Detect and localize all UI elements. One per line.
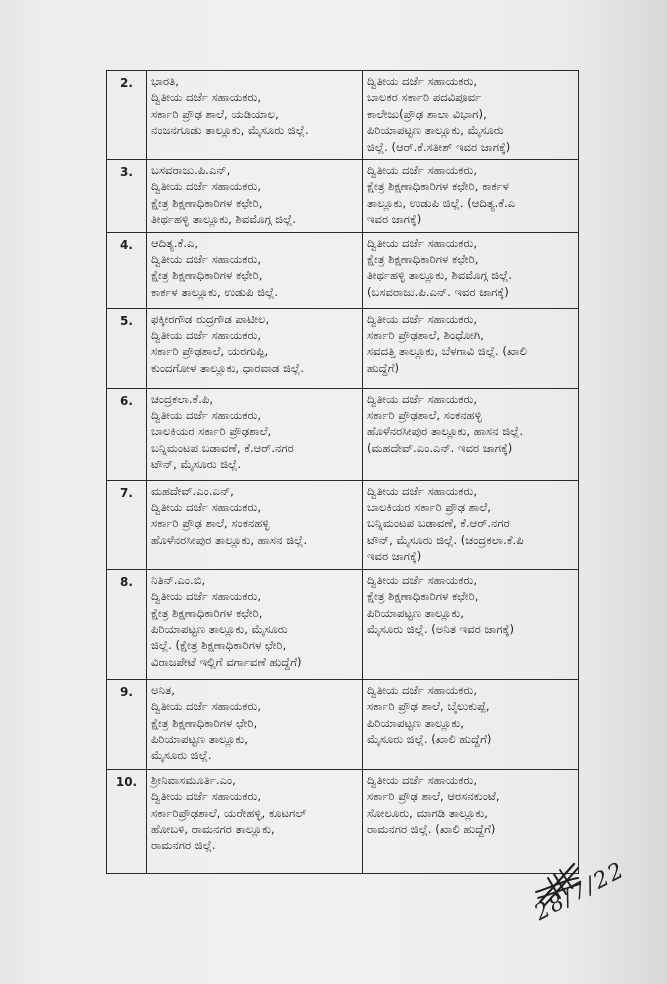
current-posting: ನಿತಿನ್.ಎಂ.ಬಿ, ದ್ವಿತೀಯ ದರ್ಜೆ ಸಹಾಯಕರು, ಕ್ಷೇತ್ರ ಶಿಕ್ಷಣಾಧಿಕಾರಿಗಳ ಕಛೇರಿ, ಪಿರಿಯಾಪಟ್ಟಣ ತಾಲ್ಲೂಕು, ಮೈಸೂರು ಜಿಲ್ಲೆ. (ಕ್ಷೇತ್ರ ಶಿಕ್ಷಣಾಧಿಕಾರಿಗಳ ಛೇರಿ, ವಿರಾಜಪೇಟೆ ಇಲ್ಲಿಗೆ ವರ್ಗಾವಣೆ ಹುದ್ದೆಗೆ) (147, 569, 363, 679)
row-number: 2. (107, 71, 147, 160)
new-posting: ದ್ವಿತೀಯ ದರ್ಜೆ ಸಹಾಯಕರು, ಕ್ಷೇತ್ರ ಶಿಕ್ಷಣಾಧಿಕಾರಿಗಳ ಕಛೇರಿ, ಪಿರಿಯಾಪಟ್ಟಣ ತಾಲ್ಲೂಕು, ಮೈಸೂರು ಜಿಲ್ಲೆ. (ಅನಿತ ಇವರ ಜಾಗಕ್ಕೆ) (363, 569, 579, 679)
table-row (107, 160, 579, 233)
current-posting: ಆದಿತ್ಯ.ಕೆ.ಎ, ದ್ವಿತೀಯ ದರ್ಜೆ ಸಹಾಯಕರು, ಕ್ಷೇತ್ರ ಶಿಕ್ಷಣಾಧಿಕಾರಿಗಳ ಕಛೇರಿ, ಕಾರ್ಕಳ ತಾಲ್ಲೂಕು, ಉಡುಪಿ ಜಿಲ್ಲೆ. (147, 232, 363, 308)
new-posting: ದ್ವಿತೀಯ ದರ್ಜೆ ಸಹಾಯಕರು, ಸರ್ಕಾರಿ ಪ್ರೌಢ ಶಾಲೆ, ಆರಸನಕುಂಟೆ, ಸೋಲೂರು, ಮಾಗಡಿ ತಾಲ್ಲೂಕು, ರಾಮನಗರ ಜಿಲ್ಲೆ. (ಖಾಲಿ ಹುದ್ದೆಗೆ) (363, 769, 579, 873)
row-number: 7. (107, 480, 147, 569)
new-posting: ದ್ವಿತೀಯ ದರ್ಜೆ ಸಹಾಯಕರು, ಸರ್ಕಾರಿ ಪ್ರೌಢಶಾಲೆ, ಶಿಂಧೋಗಿ, ಸವದತ್ತಿ ತಾಲ್ಲೂಕು, ಬೆಳಗಾವಿ ಜಿಲ್ಲೆ. (ಖಾಲಿ ಹುದ್ದೆಗೆ) (363, 308, 579, 388)
row-number: 3. (107, 160, 147, 233)
handwritten-signature (530, 858, 640, 938)
row-number: 9. (107, 679, 147, 769)
table-row (107, 388, 579, 480)
table-row (107, 71, 579, 160)
transfer-table (106, 70, 579, 874)
row-number: 4. (107, 232, 147, 308)
row-number: 6. (107, 388, 147, 480)
new-posting: ದ್ವಿತೀಯ ದರ್ಜೆ ಸಹಾಯಕರು, ಕ್ಷೇತ್ರ ಶಿಕ್ಷಣಾಧಿಕಾರಿಗಳ ಕಛೇರಿ, ತೀರ್ಥಹಳ್ಳಿ ತಾಲ್ಲೂಕು, ಶಿವಮೊಗ್ಗ ಜಿಲ್ಲೆ. (ಬಸವರಾಜು.ಪಿ.ಎನ್. ಇವರ ಜಾಗಕ್ಕೆ) (363, 232, 579, 308)
table-row (107, 679, 579, 769)
row-number: 8. (107, 569, 147, 679)
current-posting: ಬಸವರಾಜು.ಪಿ.ಎನ್, ದ್ವಿತೀಯ ದರ್ಜೆ ಸಹಾಯಕರು, ಕ್ಷೇತ್ರ ಶಿಕ್ಷಣಾಧಿಕಾರಿಗಳ ಕಛೇರಿ, ತೀರ್ಥಹಳ್ಳಿ ತಾಲ್ಲೂಕು, ಶಿವಮೊಗ್ಗ ಜಿಲ್ಲೆ. (147, 160, 363, 233)
new-posting: ದ್ವಿತೀಯ ದರ್ಜೆ ಸಹಾಯಕರು, ಕ್ಷೇತ್ರ ಶಿಕ್ಷಣಾಧಿಕಾರಿಗಳ ಕಛೇರಿ, ಕಾರ್ಕಳ ತಾಲ್ಲೂಕು, ಉಡುಪಿ ಜಿಲ್ಲೆ. (ಆದಿತ್ಯ.ಕೆ.ಎ ಇವರ ಜಾಗಕ್ಕೆ) (363, 160, 579, 233)
signature-date: 28/7/22 (530, 857, 630, 926)
table-row (107, 308, 579, 388)
table-row (107, 769, 579, 873)
table-row (107, 569, 579, 679)
new-posting: ದ್ವಿತೀಯ ದರ್ಜೆ ಸಹಾಯಕರು, ಸರ್ಕಾರಿ ಪ್ರೌಢಶಾಲೆ, ಸಂಕನಹಳ್ಳಿ ಹೊಳೆನರಸೀಪುರ ತಾಲ್ಲೂಕು, ಹಾಸನ ಜಿಲ್ಲೆ. (ಮಹದೇವ್.ಎಂ.ಎನ್. ಇವರ ಜಾಗಕ್ಕೆ) (363, 388, 579, 480)
new-posting: ದ್ವಿತೀಯ ದರ್ಜೆ ಸಹಾಯಕರು, ಬಾಲಕರ ಸರ್ಕಾರಿ ಪದವಿಪೂರ್ವ ಕಾಲೇಜು(ಪ್ರೌಢ ಶಾಲಾ ವಿಭಾಗ), ಪಿರಿಯಾಪಟ್ಟಣ ತಾಲ್ಲೂಕು, ಮೈಸೂರು ಜಿಲ್ಲೆ. (ಆರ್.ಕೆ.ಸತೀಶ್ ಇವರ ಜಾಗಕ್ಕೆ) (363, 71, 579, 160)
current-posting: ಚಂದ್ರಕಲಾ.ಕೆ.ಪಿ, ದ್ವಿತೀಯ ದರ್ಜೆ ಸಹಾಯಕರು, ಬಾಲಕಿಯರ ಸರ್ಕಾರಿ ಪ್ರೌಢಶಾಲೆ, ಬನ್ನಿಮಂಟಪ ಬಡಾವಣೆ, ಕೆ.ಆರ್.ನಗರ ಟೌನ್, ಮೈಸೂರು ಜಿಲ್ಲೆ. (147, 388, 363, 480)
new-posting: ದ್ವಿತೀಯ ದರ್ಜೆ ಸಹಾಯಕರು, ಬಾಲಕಿಯರ ಸರ್ಕಾರಿ ಪ್ರೌಢ ಶಾಲೆ, ಬನ್ನಿಮಂಟಪ ಬಡಾವಣೆ, ಕೆ.ಆರ್.ನಗರ ಟೌನ್, ಮೈಸೂರು ಜಿಲ್ಲೆ. (ಚಂದ್ರಕಲಾ.ಕೆ.ಪಿ ಇವರ ಜಾಗಕ್ಕೆ) (363, 480, 579, 569)
new-posting: ದ್ವಿತೀಯ ದರ್ಜೆ ಸಹಾಯಕರು, ಸರ್ಕಾರಿ ಪ್ರೌಢ ಶಾಲೆ, ಬೈಲುಕುಪ್ಪೆ, ಪಿರಿಯಾಪಟ್ಟಣ ತಾಲ್ಲೂಕು, ಮೈಸೂರು ಜಿಲ್ಲೆ. (ಖಾಲಿ ಹುದ್ದೆಗೆ) (363, 679, 579, 769)
current-posting: ಫಕ್ಕೀರಗೌಡ ರುದ್ರಗೌಡ ಪಾಟೀಲ, ದ್ವಿತೀಯ ದರ್ಜೆ ಸಹಾಯಕರು, ಸರ್ಕಾರಿ ಪ್ರೌಢಶಾಲೆ, ಯರಗುಪ್ಪಿ, ಕುಂದಗೋಳ ತಾಲ್ಲೂಕು, ಧಾರವಾಡ ಜಿಲ್ಲೆ. (147, 308, 363, 388)
row-number: 10. (107, 769, 147, 873)
row-number: 5. (107, 308, 147, 388)
current-posting: ಶ್ರೀನಿವಾಸಮೂರ್ತಿ.ಎಂ, ದ್ವಿತೀಯ ದರ್ಜೆ ಸಹಾಯಕರು, ಸರ್ಕಾರಿಪ್ರೌಢಶಾಲೆ, ಯರೇಹಳ್ಳಿ, ಕೂಟಗಲ್ ಹೋಬಳಿ, ರಾಮನಗರ ತಾಲ್ಲೂಕು, ರಾಮನಗರ ಜಿಲ್ಲೆ. (147, 769, 363, 873)
table-row (107, 480, 579, 569)
table-row (107, 232, 579, 308)
current-posting: ಭಾರತಿ, ದ್ವಿತೀಯ ದರ್ಜೆ ಸಹಾಯಕರು, ಸರ್ಕಾರಿ ಪ್ರೌಢ ಶಾಲೆ, ಯಡಿಯಾಲ, ನಂಜನಗೂಡು ತಾಲ್ಲೂಕು, ಮೈಸೂರು ಜಿಲ್ಲೆ. (147, 71, 363, 160)
current-posting: ಮಹದೇವ್.ಎಂ.ಎನ್, ದ್ವಿತೀಯ ದರ್ಜೆ ಸಹಾಯಕರು, ಸರ್ಕಾರಿ ಪ್ರೌಢ ಶಾಲೆ, ಸಂಕನಹಳ್ಳಿ ಹೊಳೆನರಸೀಪುರ ತಾಲ್ಲೂಕು, ಹಾಸನ ಜಿಲ್ಲೆ. (147, 480, 363, 569)
current-posting: ಅನಿತ, ದ್ವಿತೀಯ ದರ್ಜೆ ಸಹಾಯಕರು, ಕ್ಷೇತ್ರ ಶಿಕ್ಷಣಾಧಿಕಾರಿಗಳ ಛೇರಿ, ಪಿರಿಯಾಪಟ್ಟಣ ತಾಲ್ಲೂಕು, ಮೈಸೂರು ಜಿಲ್ಲೆ. (147, 679, 363, 769)
